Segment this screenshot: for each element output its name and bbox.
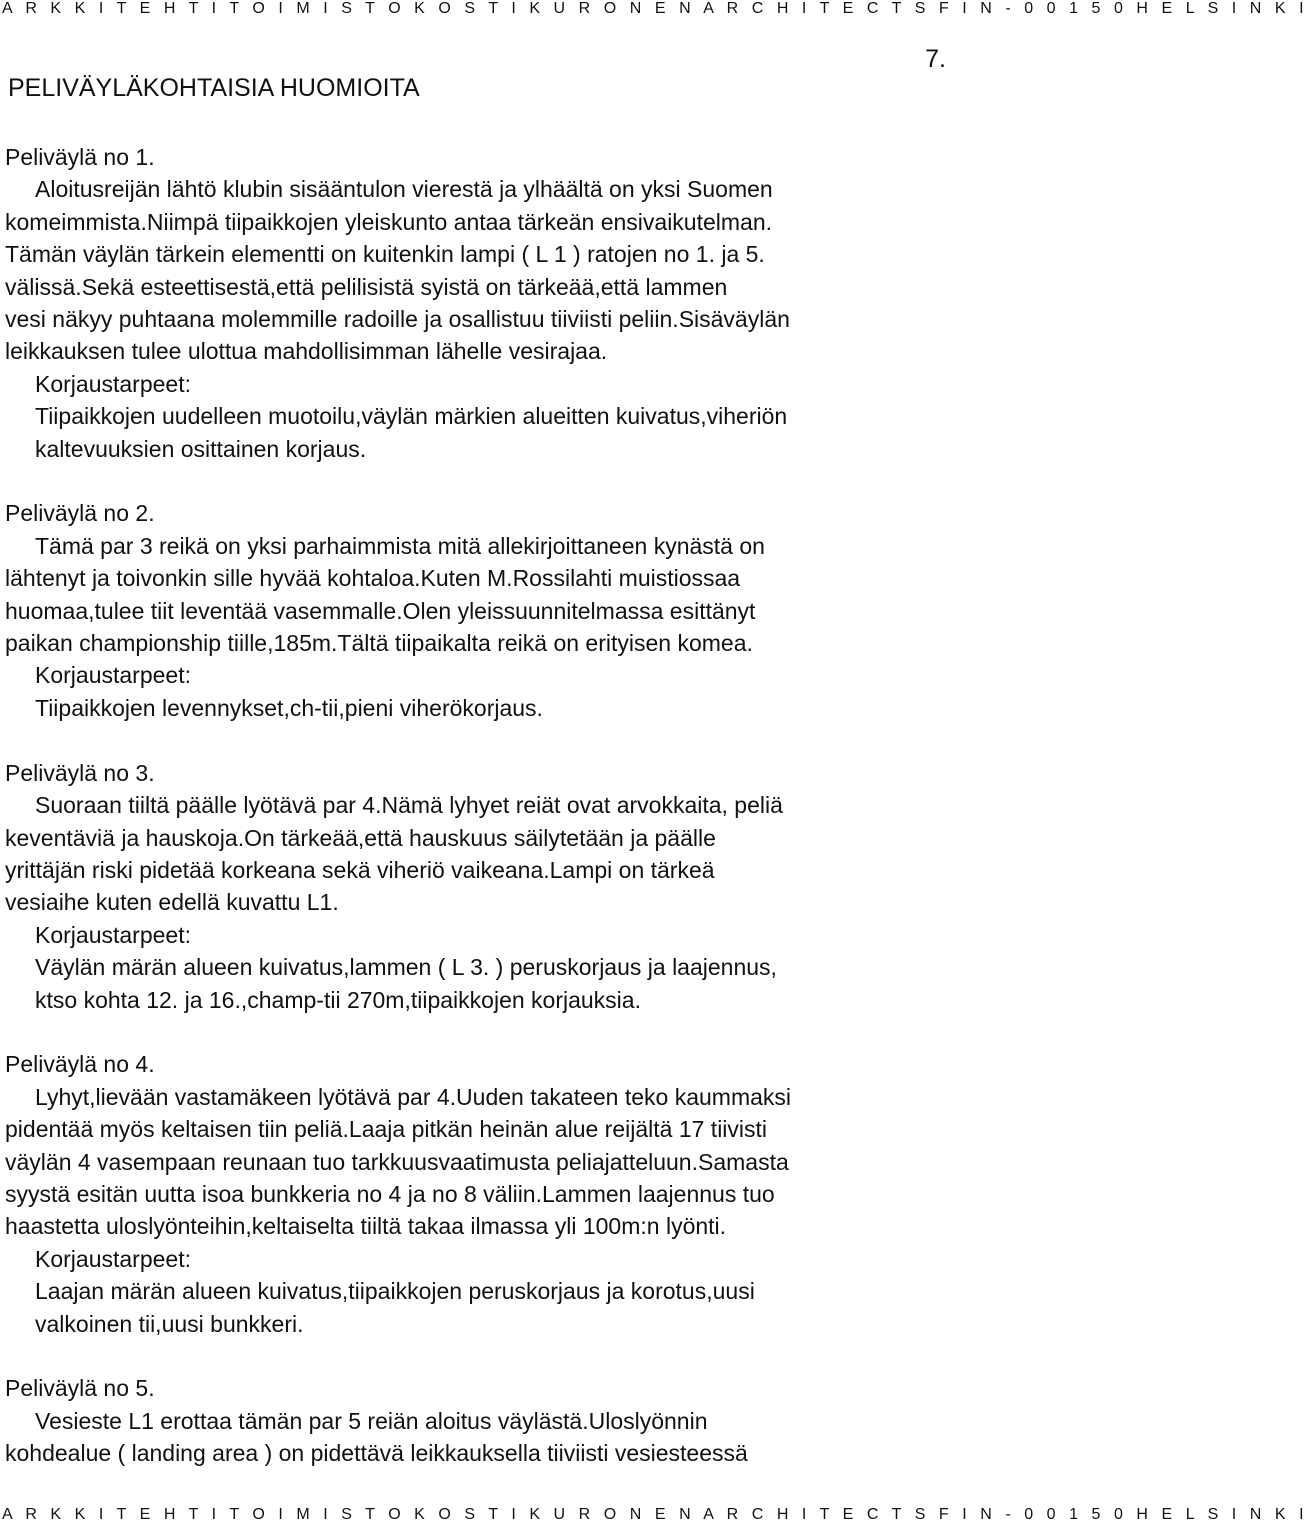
body-text-line: paikan championship tiille,185m.Tältä tiipaikalta reikä on erityisen komea.	[5, 630, 753, 657]
body-text-line: Tämän väylän tärkein elementti on kuitenkin lampi ( L 1 ) ratojen no 1. ja 5.	[5, 241, 765, 268]
body-text-line: syystä esitän uutta isoa bunkkeria no 4 ja no 8 väliin.Lammen laajennus tuo	[5, 1180, 775, 1207]
repairs-label: Korjaustarpeet:	[35, 1245, 191, 1272]
repairs-text-line: kaltevuuksien osittainen korjaus.	[35, 435, 367, 462]
fairway-section	[5, 141, 955, 465]
body-text-line: Vesieste L1 erottaa tämän par 5 reiän aloitus väylästä.Uloslyönnin	[35, 1407, 708, 1434]
repairs-text-line: Tiipaikkojen levennykset,ch-tii,pieni viherökorjaus.	[35, 694, 543, 721]
body-text-line: yrittäjän riski pidetää korkeana sekä viheriö vaikeana.Lampi on tärkeä	[5, 856, 715, 883]
body-text-line: haastetta uloslyönteihin,keltaiselta tiiltä takaa ilmassa yli 100m:n lyönti.	[5, 1213, 727, 1240]
repairs-text-line: Tiipaikkojen uudelleen muotoilu,väylän märkien alueitten kuivatus,viheriön	[35, 403, 788, 430]
body-text-line: vesiaihe kuten edellä kuvattu L1.	[5, 889, 339, 916]
document-title: PELIVÄYLÄKOHTAISIA HUOMIOITA	[8, 74, 420, 102]
repairs-label: Korjaustarpeet:	[35, 370, 191, 397]
page-number: 7.	[925, 45, 946, 73]
body-text-line: välissä.Sekä esteettisestä,että pelilisistä syistä on tärkeää,että lammen	[5, 273, 728, 300]
letterhead-header: A R K K I T E H T I T O I M I S T O K O S T I K U R O N E N A R C H I T E C T S F I N - 0 0 1 5 0 H E L S I N K I	[2, 0, 1308, 17]
body-text-line: leikkauksen tulee ulottua mahdollisimman lähelle vesirajaa.	[5, 338, 608, 365]
body-text-line: komeimmista.Niimpä tiipaikkojen yleiskunto antaa tärkeän ensivaikutelman.	[5, 208, 773, 235]
repairs-text-line: Laajan märän alueen kuivatus,tiipaikkojen peruskorjaus ja korotus,uusi	[35, 1278, 755, 1305]
body-text-line: pidentää myös keltaisen tiin peliä.Laaja pitkän heinän alue reijältä 17 tiivisti	[5, 1116, 768, 1143]
body-text-line: Tämä par 3 reikä on yksi parhaimmista mitä allekirjoittaneen kynästä on	[35, 532, 765, 559]
body-text-line: lähtenyt ja toivonkin sille hyvää kohtaloa.Kuten M.Rossilahti muistiossaa	[5, 565, 741, 592]
body-text-line: väylän 4 vasempaan reunaan tuo tarkkuusvaatimusta peliajatteluun.Samasta	[5, 1148, 789, 1175]
body-text-line: vesi näkyy puhtaana molemmille radoille ja osallistuu tiiviisti peliin.Sisäväylän	[5, 306, 790, 333]
fairway-section	[5, 757, 955, 1016]
letterhead-footer: A R K K I T E H T I T O I M I S T O K O S T I K U R O N E N A R C H I T E C T S F I N - 0 0 1 5 0 H E L S I N K I	[2, 1506, 1308, 1523]
body-text-line: Lyhyt,lievään vastamäkeen lyötävä par 4.Uuden takateen teko kaummaksi	[35, 1083, 792, 1110]
body-text-line: Suoraan tiiltä päälle lyötävä par 4.Nämä lyhyet reiät ovat arvokkaita, peliä	[35, 792, 783, 819]
repairs-label: Korjaustarpeet:	[35, 662, 191, 689]
section-heading: Peliväylä no 1.	[5, 144, 155, 170]
section-heading: Peliväylä no 2.	[5, 500, 155, 527]
section-heading: Peliväylä no 3.	[5, 759, 155, 786]
fairway-section	[5, 1372, 955, 1469]
section-heading: Peliväylä no 4.	[5, 1051, 155, 1078]
body-text-line: Aloitusreijän lähtö klubin sisääntulon vierestä ja ylhäältä on yksi Suomen	[35, 176, 773, 203]
document-body	[5, 141, 955, 1502]
fairway-section	[5, 1048, 955, 1340]
body-text-line: huomaa,tulee tiit leventää vasemmalle.Olen yleissuunnitelmassa esittänyt	[5, 597, 756, 624]
body-text-line: kohdealue ( landing area ) on pidettävä leikkauksella tiiviisti vesiesteessä	[5, 1440, 748, 1467]
repairs-text-line: Väylän märän alueen kuivatus,lammen ( L 3. ) peruskorjaus ja laajennus,	[35, 954, 777, 981]
fairway-section	[5, 497, 955, 724]
section-heading: Peliväylä no 5.	[5, 1375, 155, 1402]
body-text-line: keventäviä ja hauskoja.On tärkeää,että hauskuus säilytetään ja päälle	[5, 824, 716, 851]
repairs-label: Korjaustarpeet:	[35, 921, 191, 948]
repairs-text-line: valkoinen tii,uusi bunkkeri.	[35, 1310, 304, 1337]
repairs-text-line: ktso kohta 12. ja 16.,champ-tii 270m,tiipaikkojen korjauksia.	[35, 986, 641, 1013]
